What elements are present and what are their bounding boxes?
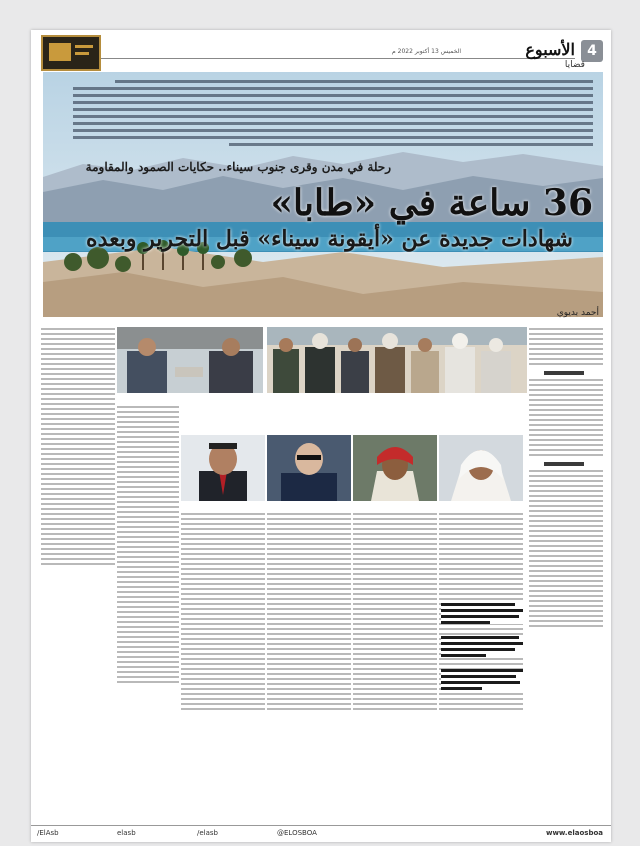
portrait-1 (181, 435, 265, 501)
text-column-2 (117, 403, 179, 686)
issue-date: الخميس 13 أكتوبر 2022 م (392, 48, 461, 55)
anniversary-logo (41, 35, 101, 71)
pull-quote (441, 603, 523, 624)
article-headline: 36 ساعة في «طابا» (270, 182, 593, 224)
text-column-right (529, 325, 603, 630)
section-label: قضايا (564, 60, 585, 70)
page-header (31, 30, 611, 70)
footer-instagram[interactable]: /elasb (197, 829, 218, 837)
text-column-5 (353, 510, 437, 713)
header-rule (101, 58, 575, 59)
footer-website[interactable]: www.elaosboa (545, 829, 603, 837)
portrait-2 (267, 435, 351, 501)
article-author: أحمد بديوي (556, 308, 599, 318)
text-column-left (41, 325, 115, 568)
portrait-4 (439, 435, 523, 501)
page-footer (31, 825, 611, 842)
group-photo (267, 327, 527, 393)
intro-paragraph (73, 76, 593, 156)
text-column-3 (181, 510, 265, 713)
footer-twitter[interactable]: elasb (117, 829, 136, 837)
footer-facebook[interactable]: /ElAsb (37, 829, 59, 837)
text-column-4 (267, 510, 351, 713)
portrait-3 (353, 435, 437, 501)
pull-quote (441, 669, 523, 690)
newspaper-page (31, 30, 611, 842)
pull-quote (441, 636, 523, 657)
article-subhead: شهادات جديدة عن «أيقونة سيناء» قبل التحرير وبعده (86, 226, 573, 252)
meeting-photo (117, 327, 263, 393)
footer-youtube[interactable]: @ELOSBOA (277, 829, 317, 837)
article-kicker: رحلة في مدن وقرى جنوب سيناء.. حكايات الصمود والمقاومة (85, 160, 391, 174)
pull-quotes (441, 600, 523, 702)
page-number: 4 (581, 40, 603, 62)
newspaper-brand: الأسبوع (525, 40, 575, 59)
